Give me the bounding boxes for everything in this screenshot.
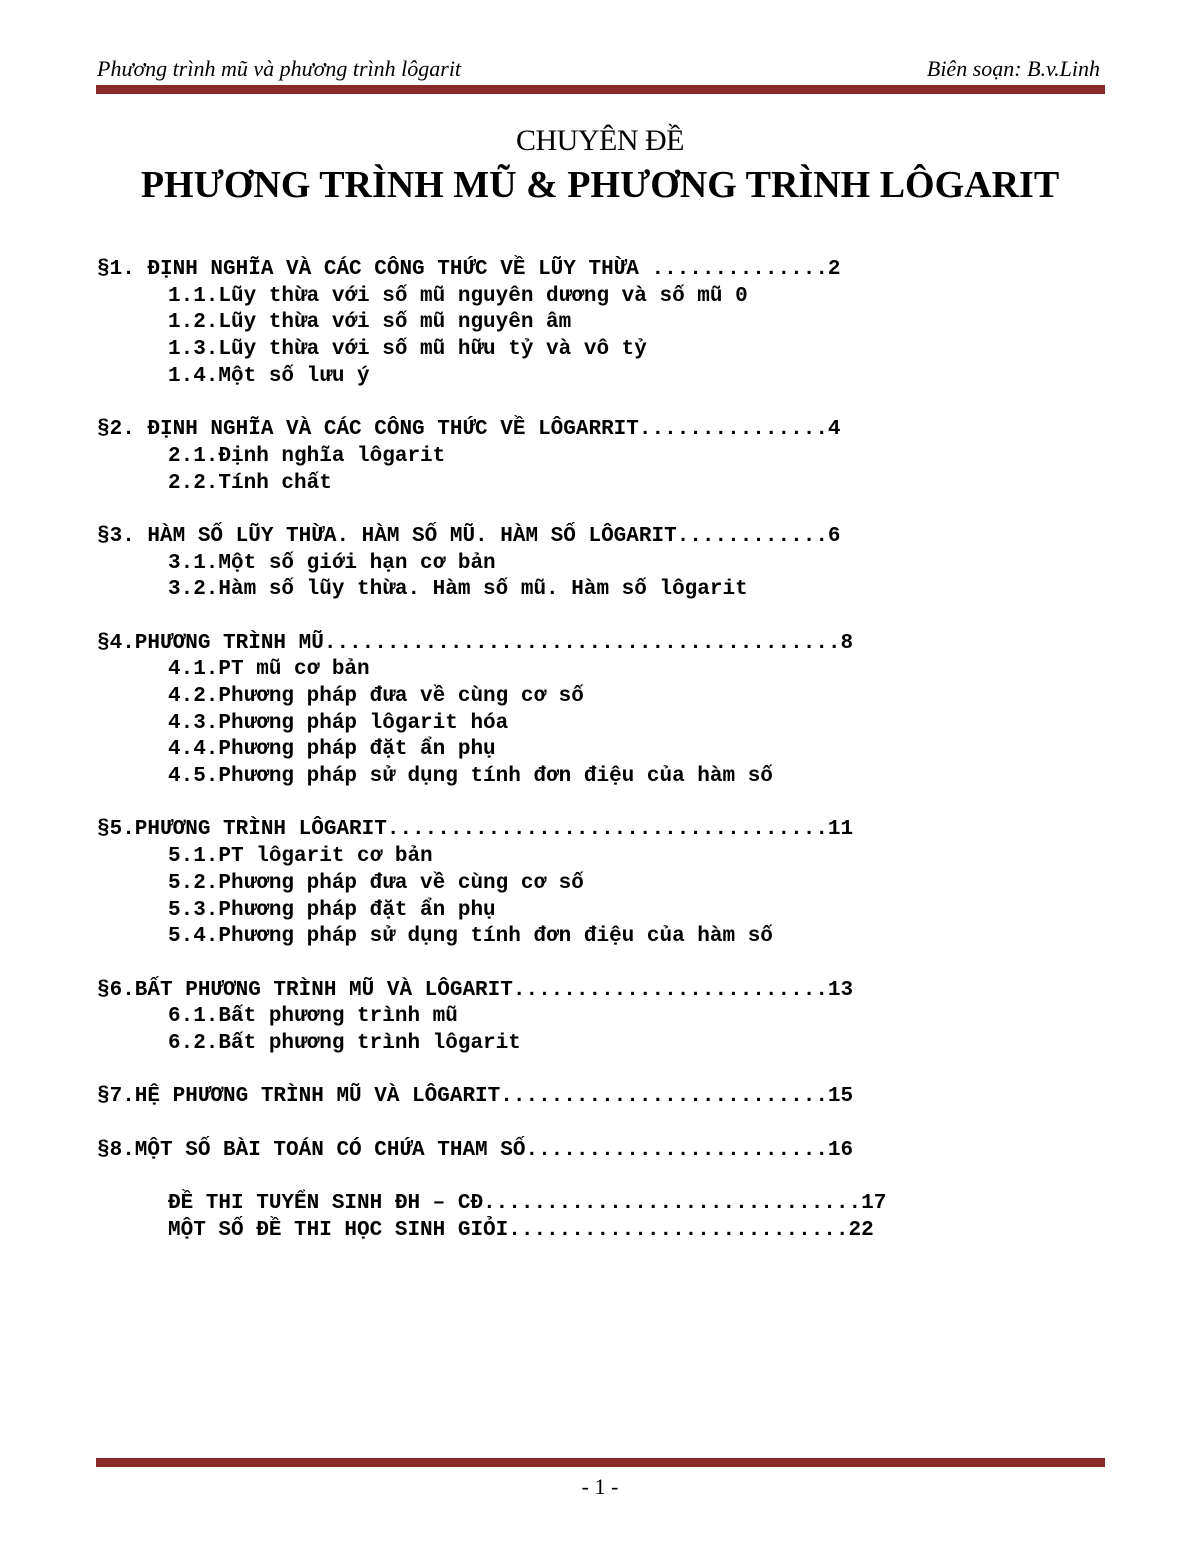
toc-subsection[interactable]: 5.4.Phương pháp sử dụng tính đơn điệu của hàm số [168, 925, 773, 949]
toc-section-heading[interactable]: §6.BẤT PHƯƠNG TRÌNH MŨ VÀ LÔGARIT.........................13 [97, 978, 854, 1002]
table-of-contents [97, 257, 1097, 1244]
toc-section-heading[interactable]: §2. ĐỊNH NGHĨA VÀ CÁC CÔNG THỨC VỀ LÔGARRIT...............4 [97, 418, 841, 442]
toc-subsection[interactable]: 4.1.PT mũ cơ bản [168, 658, 370, 682]
toc-subsection[interactable]: 2.2.Tính chất [168, 471, 332, 495]
toc-subsection[interactable]: 3.2.Hàm số lũy thừa. Hàm số mũ. Hàm số lôgarit [168, 578, 748, 602]
toc-subsection[interactable]: 3.1.Một số giới hạn cơ bản [168, 551, 496, 575]
toc-section-heading[interactable]: §3. HÀM SỐ LŨY THỪA. HÀM SỐ MŨ. HÀM SỐ LÔGARIT............6 [97, 524, 841, 548]
header-document-title: Phương trình mũ và phương trình lôgarit [97, 56, 462, 81]
toc-subsection[interactable]: 6.2.Bất phương trình lôgarit [168, 1031, 521, 1055]
toc-subsection[interactable]: 4.3.Phương pháp lôgarit hóa [168, 711, 509, 735]
toc-spacer [97, 497, 1097, 524]
header-author: Biên soạn: B.v.Linh [926, 56, 1100, 81]
toc-subsection[interactable]: 1.2.Lũy thừa với số mũ nguyên âm [168, 311, 572, 335]
page-title: PHƯƠNG TRÌNH MŨ & PHƯƠNG TRÌNH LÔGARIT [140, 164, 1060, 206]
toc-extra-entry[interactable]: MỘT SỐ ĐỀ THI HỌC SINH GIỎI...........................22 [168, 1218, 874, 1242]
toc-subsection[interactable]: 4.4.Phương pháp đặt ẩn phụ [168, 738, 496, 762]
page-number: - 1 - [581, 1474, 619, 1499]
toc-spacer [97, 390, 1097, 417]
footer-rule [96, 1458, 1105, 1467]
toc-subsection[interactable]: 1.1.Lũy thừa với số mũ nguyên dương và số mũ 0 [168, 284, 748, 308]
toc-subsection[interactable]: 4.5.Phương pháp sử dụng tính đơn điệu của hàm số [168, 765, 773, 789]
toc-subsection[interactable]: 5.2.Phương pháp đưa về cùng cơ số [168, 871, 584, 895]
toc-subsection[interactable]: 6.1.Bất phương trình mũ [168, 1005, 458, 1029]
toc-subsection[interactable]: 2.1.Định nghĩa lôgarit [168, 444, 446, 468]
toc-spacer [97, 1164, 1097, 1191]
title-topic-label: CHUYÊN ĐỀ [516, 124, 684, 157]
toc-section-heading[interactable]: §5.PHƯƠNG TRÌNH LÔGARIT...................................11 [97, 818, 854, 842]
toc-spacer [97, 604, 1097, 631]
header-rule [96, 85, 1105, 94]
toc-subsection[interactable]: 5.1.PT lôgarit cơ bản [168, 845, 433, 869]
toc-subsection[interactable]: 5.3.Phương pháp đặt ẩn phụ [168, 898, 496, 922]
toc-subsection[interactable]: 1.3.Lũy thừa với số mũ hữu tỷ và vô tỷ [168, 338, 647, 362]
toc-spacer [97, 951, 1097, 978]
toc-section-heading[interactable]: §1. ĐỊNH NGHĨA VÀ CÁC CÔNG THỨC VỀ LŨY THỪA ..............2 [97, 258, 841, 281]
toc-subsection[interactable]: 4.2.Phương pháp đưa về cùng cơ số [168, 685, 584, 708]
toc-spacer [97, 1058, 1097, 1085]
toc-subsection[interactable]: 1.4.Một số lưu ý [168, 364, 370, 388]
toc-spacer [97, 791, 1097, 818]
toc-spacer [97, 1111, 1097, 1138]
toc-section-heading[interactable]: §8.MỘT SỐ BÀI TOÁN CÓ CHỨA THAM SỐ........................16 [97, 1138, 854, 1162]
toc-section-heading[interactable]: §4.PHƯƠNG TRÌNH MŨ.........................................8 [97, 631, 854, 655]
toc-extra-entry[interactable]: ĐỀ THI TUYỂN SINH ĐH – CĐ..............................17 [168, 1192, 887, 1216]
toc-section-heading[interactable]: §7.HỆ PHƯƠNG TRÌNH MŨ VÀ LÔGARIT..........................15 [97, 1085, 854, 1109]
